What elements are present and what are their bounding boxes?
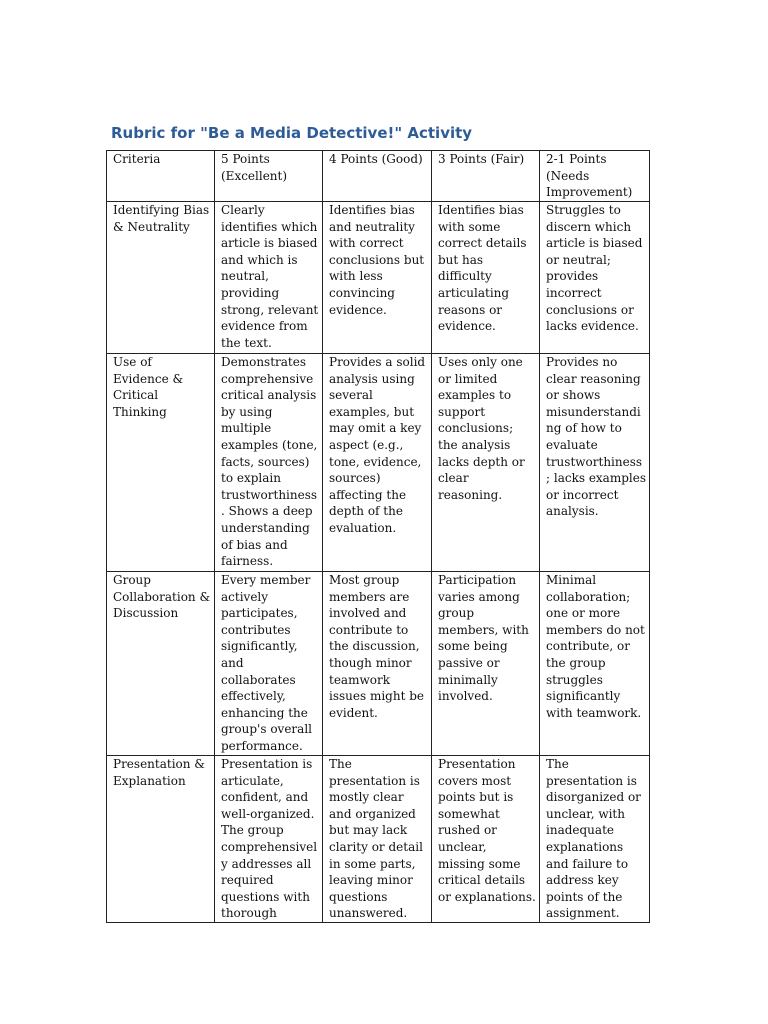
criteria-cell: Identifying Bias & Neutrality xyxy=(107,202,215,354)
criteria-cell: Presentation & Explanation xyxy=(107,756,215,923)
rubric-table xyxy=(106,150,650,923)
score-5-cell: Presentation is articulate, confident, and well-organized. The group comprehensively addresses all required questions with thorough xyxy=(215,756,323,923)
score-2-1-cell: Provides no clear reasoning or shows misunderstanding of how to evaluate trustworthiness; lacks examples or incorrect analysis. xyxy=(540,354,650,572)
score-3-cell: Participation varies among group members, with some being passive or minimally involved. xyxy=(432,572,540,756)
score-4-cell: Most group members are involved and contribute to the discussion, though minor teamwork issues might be evident. xyxy=(323,572,432,756)
criteria-cell: Use of Evidence & Critical Thinking xyxy=(107,354,215,572)
criteria-cell: Group Collaboration & Discussion xyxy=(107,572,215,756)
score-2-1-cell: Minimal collaboration; one or more members do not contribute, or the group struggles significantly with teamwork. xyxy=(540,572,650,756)
score-3-cell: Uses only one or limited examples to support conclusions; the analysis lacks depth or clear reasoning. xyxy=(432,354,540,572)
score-4-cell: Identifies bias and neutrality with correct conclusions but with less convincing evidence. xyxy=(323,202,432,354)
page-title: Rubric for "Be a Media Detective!" Activity xyxy=(111,124,473,142)
score-2-1-cell: Struggles to discern which article is biased or neutral; provides incorrect conclusions or lacks evidence. xyxy=(540,202,650,354)
table-row xyxy=(107,572,650,756)
header-2-1-points: 2-1 Points (Needs Improvement) xyxy=(540,151,650,202)
table-row xyxy=(107,202,650,354)
header-4-points: 4 Points (Good) xyxy=(323,151,432,202)
score-4-cell: The presentation is mostly clear and organized but may lack clarity or detail in some parts, leaving minor questions unanswered. xyxy=(323,756,432,923)
score-4-cell: Provides a solid analysis using several examples, but may omit a key aspect (e.g., tone, evidence, sources) affecting the depth of the evaluation. xyxy=(323,354,432,572)
score-5-cell: Demonstrates comprehensive critical analysis by using multiple examples (tone, facts, sources) to explain trustworthiness. Shows a deep understanding of bias and fairness. xyxy=(215,354,323,572)
score-3-cell: Identifies bias with some correct details but has difficulty articulating reasons or evidence. xyxy=(432,202,540,354)
score-5-cell: Clearly identifies which article is biased and which is neutral, providing strong, relevant evidence from the text. xyxy=(215,202,323,354)
header-row xyxy=(107,151,650,202)
table-row xyxy=(107,354,650,572)
header-3-points: 3 Points (Fair) xyxy=(432,151,540,202)
score-3-cell: Presentation covers most points but is somewhat rushed or unclear, missing some critical details or explanations. xyxy=(432,756,540,923)
table-row xyxy=(107,756,650,923)
score-2-1-cell: The presentation is disorganized or unclear, with inadequate explanations and failure to address key points of the assignment. xyxy=(540,756,650,923)
header-criteria: Criteria xyxy=(107,151,215,202)
score-5-cell: Every member actively participates, contributes significantly, and collaborates effectively, enhancing the group's overall performance. xyxy=(215,572,323,756)
header-5-points: 5 Points (Excellent) xyxy=(215,151,323,202)
